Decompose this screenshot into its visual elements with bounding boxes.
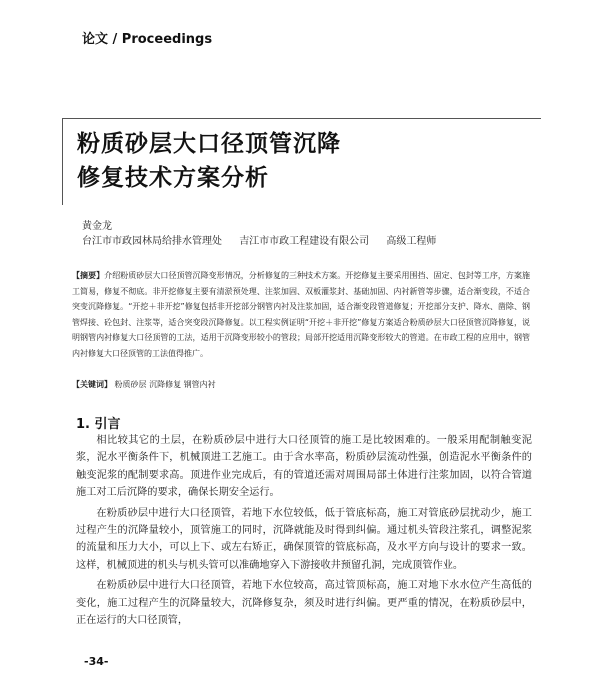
page-number: -34-	[84, 655, 109, 668]
abstract-text: 介绍粉质砂层大口径顶管沉降变形情况，分析修复的三种技术方案。开挖修复主要采用围挡、固定、包封等工序，方案施工简易，修复不彻底。非开挖修复主要有清淤预处理、注浆加固、双板灌浆封、基础加固、内衬新管等步骤，适合渐变段，不适合突变沉降修复。“开挖＋非开挖”修复包括非开挖部分钢管内衬及注浆加固，适合渐变段管道修复；开挖部分支护、降水、凿除、钢管焊接、砼包封、注浆等，适合突变段沉降修复。以工程实例证明“开挖＋非开挖”修复方案适合粉质砂层大口径顶管沉降修复，说明钢管内衬修复大口径顶管的工法，适用于沉降变形较小的管段；局部开挖适用沉降变形较大的管道。在市政工程的应用中，钢管内衬修复大口径顶管的工法值得推广。	[72, 271, 531, 358]
title-block	[62, 118, 541, 205]
paragraph: 相比较其它的土层，在粉质砂层中进行大口径顶管的施工是比较困难的。一般采用配制触变泥浆，泥水平衡条件下，机械顶进工艺施工。由于含水率高，粉质砂层流动性强，创造泥水平衡条件的触变泥浆的配制要求高。顶进作业完成后，有的管道还需对周围局部土体进行注浆加固，以符合管道施工对工后沉降的要求，确保长期安全运行。	[76, 435, 532, 499]
affiliation-2: 吉江市市政工程建设有限公司	[239, 236, 370, 247]
article-title-line-2: 修复技术方案分析	[77, 165, 269, 191]
article-title-line-1: 粉质砂层大口径顶管沉降	[77, 131, 341, 157]
author-affiliations	[82, 232, 450, 247]
keywords	[72, 379, 216, 390]
affiliation-1: 台江市市政园林局给排水管理处	[82, 236, 222, 247]
author-name: 黄金龙	[82, 221, 112, 232]
body-text	[76, 432, 532, 632]
abstract-label: 【摘要】	[72, 271, 105, 280]
journal-section-header: 论文 / Proceedings	[82, 32, 213, 47]
section-heading-introduction: 1. 引言	[76, 417, 121, 432]
paragraph: 在粉质砂层中进行大口径顶管，若地下水位较高，高过管顶标高，施工对地下水水位产生高低的变化，施工过程产生的沉降量较大，沉降修复杂，须及时进行纠偏。更严重的情况，在粉质砂层中，正在运行的大口径顶管，	[76, 580, 532, 627]
keywords-text: 粉质砂层 沉降修复 钢管内衬	[114, 380, 216, 389]
abstract	[72, 268, 530, 361]
keywords-label: 【关键词】	[72, 380, 112, 389]
paragraph: 在粉质砂层中进行大口径顶管，若地下水位较低，低于管底标高，施工对管底砂层扰动少，施工过程产生的沉降量较小，顶管施工的同时，沉降就能及时得到纠偏。通过机头管段注浆孔，调整泥浆的流量和压力大小，可以上下、或左右矫正，确保顶管的管底标高，及水平方向与设计的要求一致。这样，机械顶进的机头与机头管可以准确地穿入下游接收井预留孔洞，完成顶管作业。	[76, 507, 532, 571]
affiliation-3: 高级工程师	[386, 236, 437, 247]
